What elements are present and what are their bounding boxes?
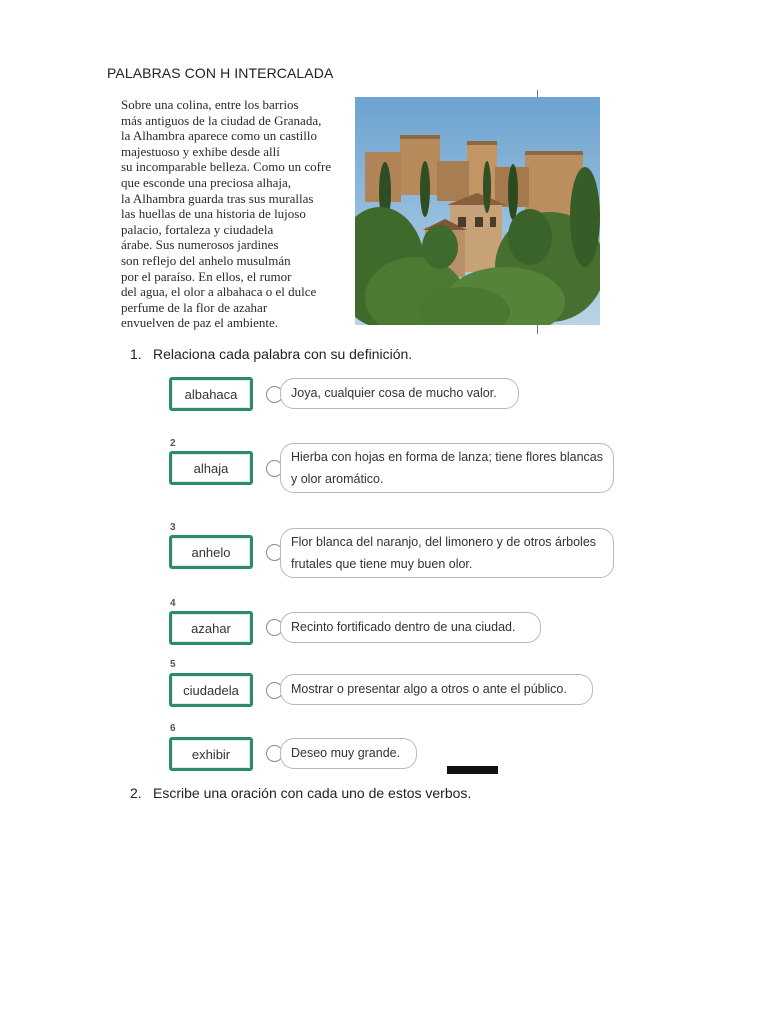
- item-number: 6: [170, 723, 176, 734]
- page-title: PALABRAS CON H INTERCALADA: [107, 65, 334, 81]
- definition-card[interactable]: Flor blanca del naranjo, del limonero y de otros árboles frutales que tiene muy buen olor.: [280, 528, 614, 578]
- passage-line: las huellas de una historia de lujoso: [121, 206, 306, 222]
- passage-line: su incomparable belleza. Como un cofre: [121, 159, 332, 175]
- passage-line: más antiguos de la ciudad de Granada,: [121, 112, 322, 128]
- question-text: Relaciona cada palabra con su definición.: [153, 346, 413, 362]
- item-number: 2: [170, 438, 176, 449]
- passage-line: Sobre una colina, entre los barrios: [121, 97, 299, 112]
- item-number: 3: [170, 522, 176, 533]
- question-text: Escribe una oración con cada uno de estos verbos.: [153, 785, 472, 801]
- question-number: 1.: [130, 346, 142, 362]
- crop-mark: [537, 325, 538, 334]
- definition-card[interactable]: Hierba con hojas en forma de lanza; tiene flores blancas y olor aromático.: [280, 443, 614, 493]
- alhambra-photo-icon: [355, 97, 600, 325]
- scan-artifact: [447, 766, 498, 774]
- passage-line: son reflejo del anhelo musulmán: [121, 252, 291, 268]
- passage-line: perfume de la flor de azahar: [121, 299, 268, 315]
- word-card[interactable]: azahar: [169, 611, 253, 645]
- passage-line: que esconde una preciosa alhaja,: [121, 174, 292, 190]
- question-number: 2.: [130, 785, 142, 801]
- definition-card[interactable]: Recinto fortificado dentro de una ciudad.: [280, 612, 541, 643]
- passage-line: majestuoso y exhibe desde allí: [121, 143, 280, 159]
- passage-line: del agua, el olor a albahaca o el dulce: [121, 284, 317, 300]
- passage-line: la Alhambra guarda tras sus murallas: [121, 190, 314, 206]
- passage-line: por el paraíso. En ellos, el rumor: [121, 268, 292, 284]
- passage-line: árabe. Sus numerosos jardines: [121, 237, 279, 253]
- passage-line: palacio, fortaleza y ciudadela: [121, 221, 274, 237]
- word-card[interactable]: alhaja: [169, 451, 253, 485]
- reading-passage: [121, 97, 356, 331]
- definition-card[interactable]: Mostrar o presentar algo a otros o ante el público.: [280, 674, 593, 705]
- item-number: 4: [170, 598, 176, 609]
- alhambra-photo: [355, 97, 600, 325]
- question-2: [130, 785, 530, 803]
- word-card[interactable]: ciudadela: [169, 673, 253, 707]
- question-1: [130, 346, 530, 364]
- word-card[interactable]: anhelo: [169, 535, 253, 569]
- item-number: 5: [170, 659, 176, 670]
- definition-card[interactable]: Deseo muy grande.: [280, 738, 417, 769]
- passage-line: envuelven de paz el ambiente.: [121, 315, 279, 331]
- passage-line: la Alhambra aparece como un castillo: [121, 128, 318, 144]
- definition-card[interactable]: Joya, cualquier cosa de mucho valor.: [280, 378, 519, 409]
- word-card[interactable]: albahaca: [169, 377, 253, 411]
- word-card[interactable]: exhibir: [169, 737, 253, 771]
